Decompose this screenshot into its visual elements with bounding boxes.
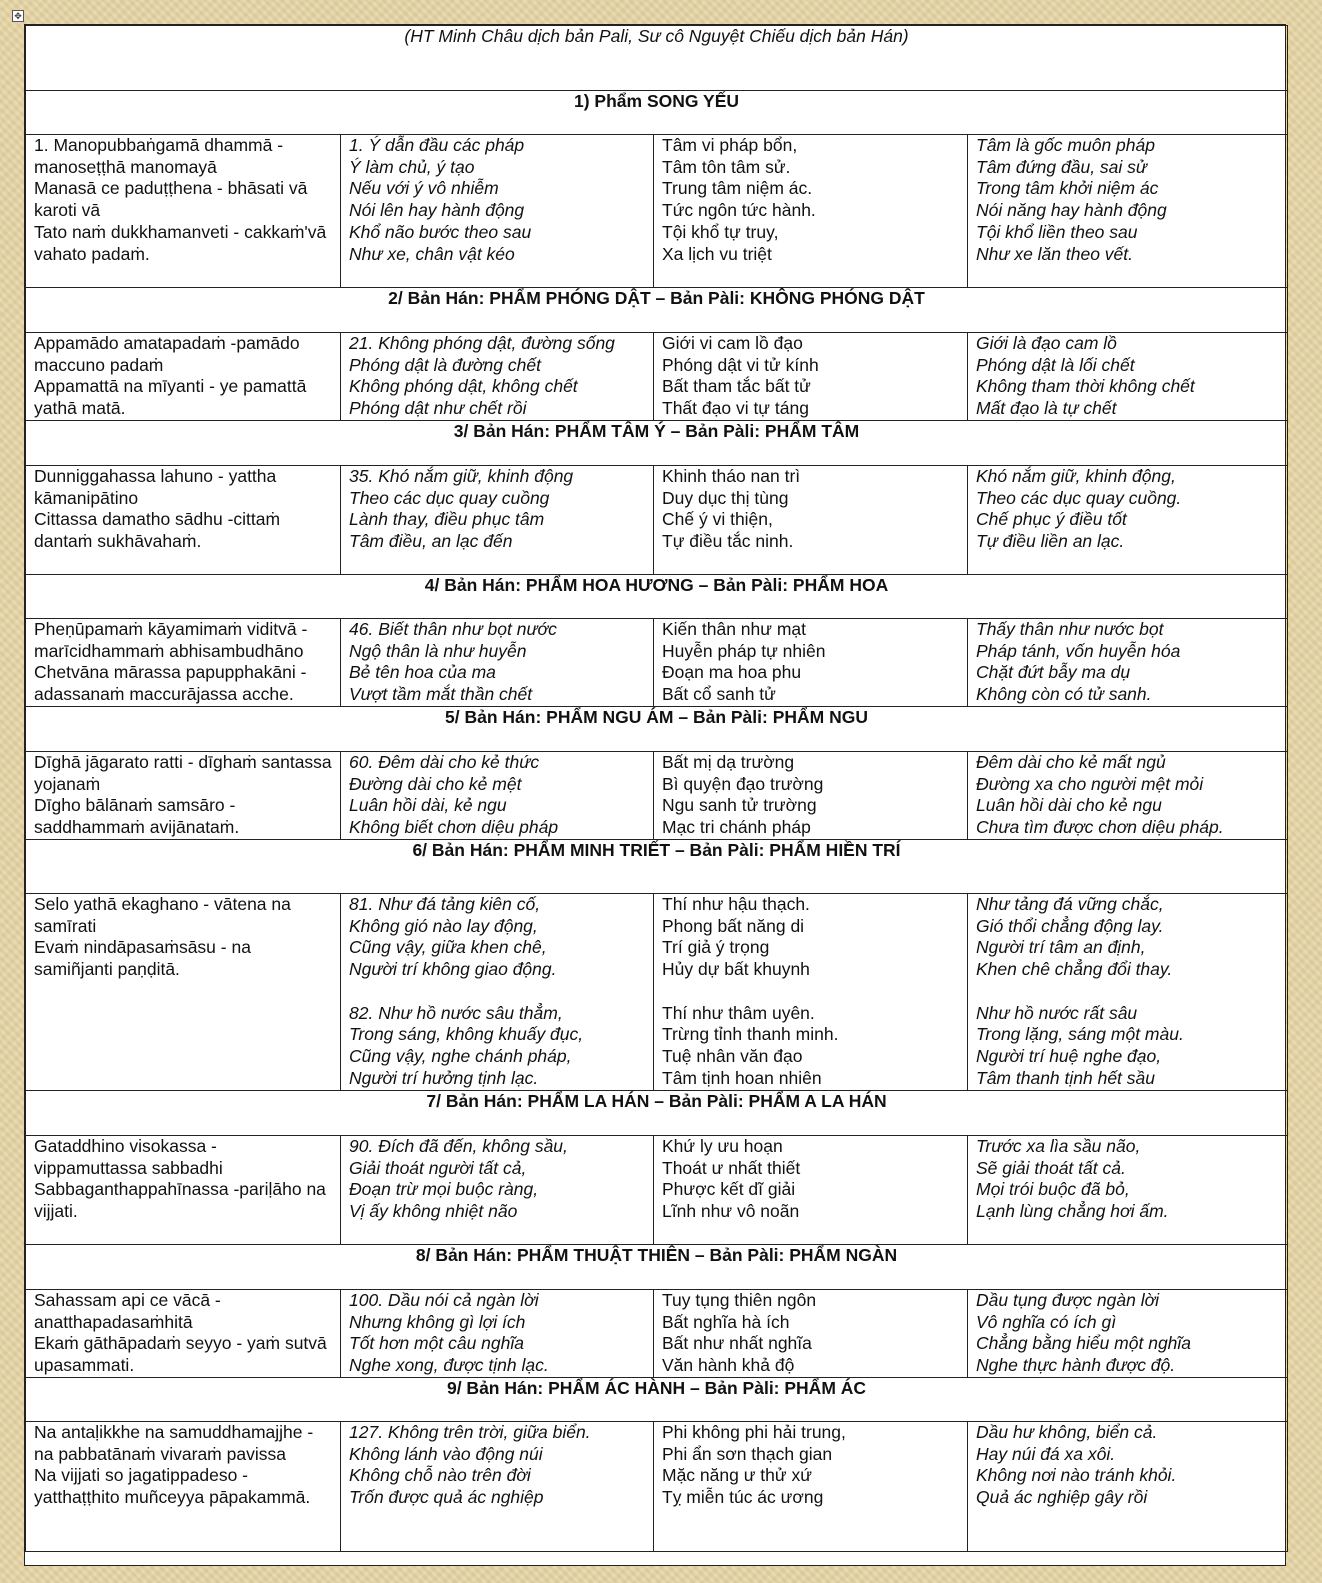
pali-verse-cell: Selo yathā ekaghano - vātena na samīrati Evaṁ nindāpasaṁsāsu - na samiñjanti paṇḍitā. — [26, 894, 341, 1091]
han-translation-cell: Dầu hư không, biển cả. Hay núi đá xa xôi. Không nơi nào tránh khỏi. Quả ác nghiệp gây rồi — [968, 1422, 1288, 1552]
pali-translation-cell: 1. Ý dẫn đầu các pháp Ý làm chủ, ý tạo Nếu với ý vô nhiễm Nói lên hay hành động Khổ não bước theo sau Như xe, chân vật kéo — [341, 135, 654, 288]
han-translation-cell: Như tảng đá vững chắc, Gió thổi chẳng động lay. Người trí tâm an định, Khen chê chẳng đổi thay. Như hồ nước rất sâu Trong lặng, sáng một màu. Người trí huệ nghe đạo, Tâm thanh tịnh hết sầu — [968, 894, 1288, 1091]
pali-verse-cell: Gataddhino visokassa - vippamuttassa sabbadhi Sabbaganthappahīnassa -pariḷāho na vijjati. — [26, 1136, 341, 1245]
verse-row — [26, 333, 1288, 421]
pali-translation-cell: 81. Như đá tảng kiên cố, Không gió nào lay động, Cũng vậy, giữa khen chê, Người trí không giao động. 82. Như hồ nước sâu thẳm, Trong sáng, không khuấy đục, Cũng vậy, nghe chánh pháp, Người trí hưởng tịnh lạc. — [341, 894, 654, 1091]
pali-verse-cell: Pheṇūpamaṁ kāyamimaṁ viditvā - marīcidhammaṁ abhisambudhāno Chetvāna mārassa papupphakāni - adassanaṁ maccurājassa acche. — [26, 619, 341, 707]
section-heading: 9/ Bản Hán: PHẨM ÁC HÀNH – Bản Pàli: PHẨM ÁC — [26, 1378, 1288, 1422]
section-heading-row — [26, 1091, 1288, 1136]
han-translation-cell: Đêm dài cho kẻ mất ngủ Đường xa cho người mệt mỏi Luân hồi dài cho kẻ ngu Chưa tìm được chơn diệu pháp. — [968, 752, 1288, 840]
han-verse-cell: Kiến thân như mạt Huyễn pháp tự nhiên Đoạn ma hoa phu Bất cổ sanh tử — [654, 619, 968, 707]
section-heading-row — [26, 707, 1288, 752]
verse-row — [26, 1422, 1288, 1552]
pali-translation-cell: 35. Khó nắm giữ, khinh động Theo các dục quay cuồng Lành thay, điều phục tâm Tâm điều, an lạc đến — [341, 466, 654, 575]
section-heading-row — [26, 91, 1288, 135]
verse-row — [26, 1290, 1288, 1378]
section-heading: 3/ Bản Hán: PHẨM TÂM Ý – Bản Pàli: PHẨM TÂM — [26, 421, 1288, 466]
section-heading-row — [26, 288, 1288, 333]
pali-verse-cell: Sahassam api ce vācā - anatthapadasaṁhitā Ekaṁ gāthāpadaṁ seyyo - yaṁ sutvā upasammati. — [26, 1290, 341, 1378]
section-heading: 7/ Bản Hán: PHẨM LA HÁN – Bản Pàli: PHẨM A LA HÁN — [26, 1091, 1288, 1136]
pali-verse-cell: Appamādo amatapadaṁ -pamādo maccuno padaṁ Appamattā na mīyanti - ye pamattā yathā matā. — [26, 333, 341, 421]
pali-translation-cell: 127. Không trên trời, giữa biển. Không lánh vào động núi Không chỗ nào trên đời Trốn được quả ác nghiệp — [341, 1422, 654, 1552]
han-verse-cell: Bất mị dạ trường Bì quyện đạo trường Ngu sanh tử trường Mạc tri chánh pháp — [654, 752, 968, 840]
pali-translation-cell: 90. Đích đã đến, không sầu, Giải thoát người tất cả, Đoạn trừ mọi buộc ràng, Vị ấy không nhiệt não — [341, 1136, 654, 1245]
section-heading-row — [26, 421, 1288, 466]
verse-row — [26, 752, 1288, 840]
table-move-handle-icon[interactable]: ✥ — [12, 10, 24, 22]
han-translation-cell: Dầu tụng được ngàn lời Vô nghĩa có ích gì Chẳng bằng hiểu một nghĩa Nghe thực hành được độ. — [968, 1290, 1288, 1378]
section-heading: 1) Phẩm SONG YẾU — [26, 91, 1288, 135]
han-verse-cell: Phi không phi hải trung, Phi ẩn sơn thạch gian Mặc năng ư thử xứ Tỵ miễn túc ác ương — [654, 1422, 968, 1552]
dhammapada-comparison-table — [25, 25, 1288, 1552]
verse-row — [26, 135, 1288, 288]
pali-translation-cell: 21. Không phóng dật, đường sống Phóng dật là đường chết Không phóng dật, không chết Phóng dật như chết rồi — [341, 333, 654, 421]
han-translation-cell: Thấy thân như nước bọt Pháp tánh, vốn huyễn hóa Chặt đứt bẫy ma dụ Không còn có tử sanh. — [968, 619, 1288, 707]
section-heading-row — [26, 1378, 1288, 1422]
verse-row — [26, 619, 1288, 707]
han-verse-cell: Thí như hậu thạch. Phong bất năng di Trí giả ý trọng Hủy dự bất khuynh Thí như thâm uyên. Trừng tỉnh thanh minh. Tuệ nhân văn đạo Tâm tịnh hoan nhiên — [654, 894, 968, 1091]
pali-verse-cell: Na antaḷikkhe na samuddhamajjhe - na pabbatānaṁ vivaraṁ pavissa Na vijjati so jagatippadeso - yatthaṭṭhito muñceyya pāpakammā. — [26, 1422, 341, 1552]
section-heading: 8/ Bản Hán: PHẨM THUẬT THIÊN – Bản Pàli: PHẨM NGÀN — [26, 1245, 1288, 1290]
section-heading: 5/ Bản Hán: PHẨM NGU ÁM – Bản Pàli: PHẨM NGU — [26, 707, 1288, 752]
han-verse-cell: Khứ ly ưu hoạn Thoát ư nhất thiết Phược kết dĩ giải Lĩnh như vô noãn — [654, 1136, 968, 1245]
pali-translation-cell: 60. Đêm dài cho kẻ thức Đường dài cho kẻ mệt Luân hồi dài, kẻ ngu Không biết chơn diệu pháp — [341, 752, 654, 840]
han-verse-cell: Khinh tháo nan trì Duy dục thị tùng Chế ý vi thiện, Tự điều tắc ninh. — [654, 466, 968, 575]
pali-verse-cell: Dīghā jāgarato ratti - dīghaṁ santassa yojanaṁ Dīgho bālānaṁ samsāro - saddhammaṁ avijānataṁ. — [26, 752, 341, 840]
pali-verse-cell: 1. Manopubbaṅgamā dhammā - manoseṭṭhā manomayā Manasā ce paduṭṭhena - bhāsati vā karoti vā Tato naṁ dukkhamanveti - cakkaṁ'vā vahato padaṁ. — [26, 135, 341, 288]
section-heading-row — [26, 575, 1288, 619]
han-verse-cell: Tâm vi pháp bổn, Tâm tôn tâm sử. Trung tâm niệm ác. Tức ngôn tức hành. Tội khổ tự truy, Xa lịch vu triệt — [654, 135, 968, 288]
han-translation-cell: Trước xa lìa sầu não, Sẽ giải thoát tất cả. Mọi trói buộc đã bỏ, Lạnh lùng chẳng hơi ấm. — [968, 1136, 1288, 1245]
section-heading-row — [26, 840, 1288, 894]
section-heading: 4/ Bản Hán: PHẨM HOA HƯƠNG – Bản Pàli: PHẨM HOA — [26, 575, 1288, 619]
pali-verse-cell: Dunniggahassa lahuno - yattha kāmanipātino Cittassa damatho sādhu -cittaṁ dantaṁ sukhāvahaṁ. — [26, 466, 341, 575]
title-row — [26, 26, 1288, 91]
document-table-container — [24, 24, 1286, 1566]
han-verse-cell: Tuy tụng thiên ngôn Bất nghĩa hà ích Bất như nhất nghĩa Văn hành khả độ — [654, 1290, 968, 1378]
han-translation-cell: Giới là đạo cam lồ Phóng dật là lối chết Không tham thời không chết Mất đạo là tự chết — [968, 333, 1288, 421]
section-heading: 6/ Bản Hán: PHẨM MINH TRIẾT – Bản Pàli: PHẨM HIỀN TRÍ — [26, 840, 1288, 894]
section-heading: 2/ Bản Hán: PHẨM PHÓNG DẬT – Bản Pàli: KHÔNG PHÓNG DẬT — [26, 288, 1288, 333]
han-translation-cell: Tâm là gốc muôn pháp Tâm đứng đầu, sai sử Trong tâm khởi niệm ác Nói năng hay hành động Tội khổ liền theo sau Như xe lăn theo vết. — [968, 135, 1288, 288]
document-title: (HT Minh Châu dịch bản Pali, Sư cô Nguyệt Chiếu dịch bản Hán) — [26, 26, 1288, 91]
verse-row — [26, 894, 1288, 1091]
han-translation-cell: Khó nắm giữ, khinh động, Theo các dục quay cuồng. Chế phục ý điều tốt Tự điều liền an lạc. — [968, 466, 1288, 575]
section-heading-row — [26, 1245, 1288, 1290]
han-verse-cell: Giới vi cam lồ đạo Phóng dật vi tử kính Bất tham tắc bất tử Thất đạo vi tự táng — [654, 333, 968, 421]
verse-row — [26, 466, 1288, 575]
pali-translation-cell: 100. Dầu nói cả ngàn lời Nhưng không gì lợi ích Tốt hơn một câu nghĩa Nghe xong, được tịnh lạc. — [341, 1290, 654, 1378]
verse-row — [26, 1136, 1288, 1245]
pali-translation-cell: 46. Biết thân như bọt nước Ngộ thân là như huyễn Bẻ tên hoa của ma Vượt tầm mắt thần chết — [341, 619, 654, 707]
